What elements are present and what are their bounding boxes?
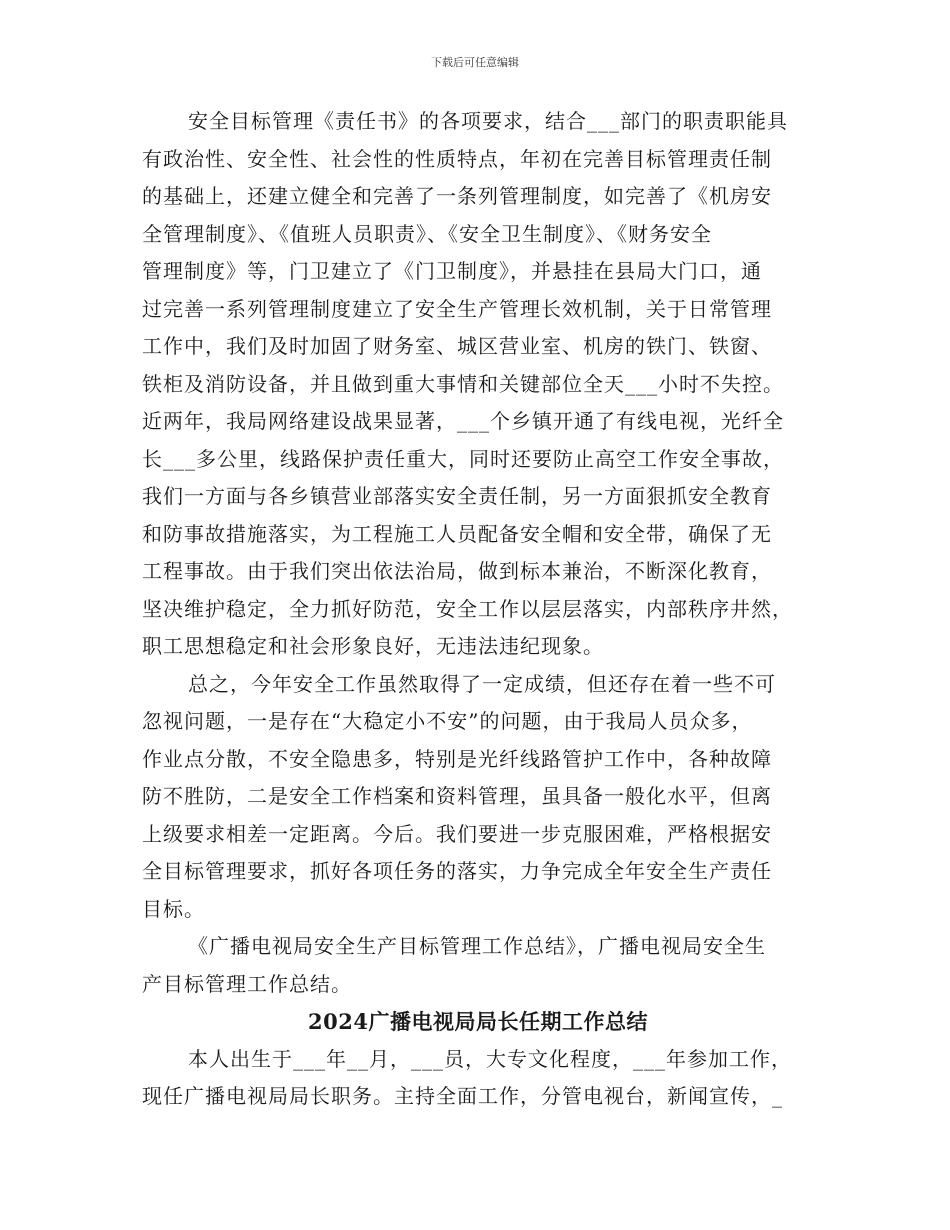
document-body [142, 103, 814, 1116]
paragraph-line: 产目标管理工作总结。 [142, 971, 352, 996]
paragraph-line: 职工思想稳定和社会形象良好，无违法违纪现象。 [142, 634, 604, 658]
paragraph-line: 目标。 [142, 896, 205, 921]
paragraph-line: 近两年，我局网络建设战果显著，___个乡镇开通了有线电视，光纤全 [142, 409, 784, 433]
paragraph-line: 过完善一系列管理制度建立了安全生产管理长效机制，关于日常管理 [142, 296, 772, 321]
paragraph-line: 忽视问题，一是存在“大稳定小不安”的问题，由于我局人员众多， [142, 709, 753, 733]
section-title: 2024广播电视局局长任期工作总结 [308, 1009, 648, 1034]
paragraph-line: 全管理制度》、《值班人员职责》、《安全卫生制度》、《财务安全 [142, 221, 712, 246]
paragraph-line: 有政治性、安全性、社会性的性质特点，年初在完善目标管理责任制 [142, 146, 772, 171]
paragraph-line: 作业点分散，不安全隐患多，特别是光纤线路管护工作中，各种故障 [142, 746, 772, 771]
paragraph-line: 本人出生于___年__月，___员，大专文化程度，___年参加工作， [188, 1046, 792, 1071]
paragraph-line: 铁柜及消防设备，并且做到重大事情和关键部位全天___小时不失控。 [142, 371, 784, 396]
paragraph-line: 全目标管理要求，抓好各项任务的落实，力争完成全年安全生产责任 [142, 859, 772, 883]
paragraph-line: 工程事故。由于我们突出依法治局，做到标本兼治，不断深化教育， [142, 559, 772, 583]
paragraph-line: 的基础上，还建立健全和完善了一条列管理制度，如完善了《机房安 [142, 184, 772, 208]
paragraph-line: 坚决维护稳定，全力抓好防范，安全工作以层层落实，内部秩序井然， [142, 596, 793, 621]
paragraph-line: 现任广播电视局局长职务。主持全面工作，分管电视台，新闻宣传，_ [142, 1084, 783, 1108]
paragraph-line: 《广播电视局安全生产目标管理工作总结》，广播电视局安全生 [188, 934, 766, 958]
paragraph-line: 我们一方面与各乡镇营业部落实安全责任制，另一方面狠抓安全教育 [142, 484, 772, 508]
paragraph-line: 管理制度》等，门卫建立了《门卫制度》，并悬挂在县局大门口，通 [142, 259, 762, 283]
paragraph-line: 总之，今年安全工作虽然取得了一定成绩，但还存在着一些不可 [188, 671, 776, 696]
paragraph-line: 防不胜防，二是安全工作档案和资料管理，虽具备一般化水平，但离 [142, 784, 772, 808]
page-header: 下载后可任意编辑 [431, 56, 519, 69]
paragraph-line: 安全目标管理《责任书》的各项要求，结合___部门的职责职能具 [188, 109, 788, 133]
paragraph-line: 和防事故措施落实，为工程施工人员配备安全帽和安全带，确保了无 [142, 521, 772, 546]
paragraph-line: 上级要求相差一定距离。今后。我们要进一步克服困难，严格根据安 [142, 821, 772, 846]
paragraph-line: 工作中，我们及时加固了财务室、城区营业室、机房的铁门、铁窗、 [142, 334, 772, 358]
paragraph-line: 长___多公里，线路保护责任重大，同时还要防止高空工作安全事故， [142, 446, 784, 471]
